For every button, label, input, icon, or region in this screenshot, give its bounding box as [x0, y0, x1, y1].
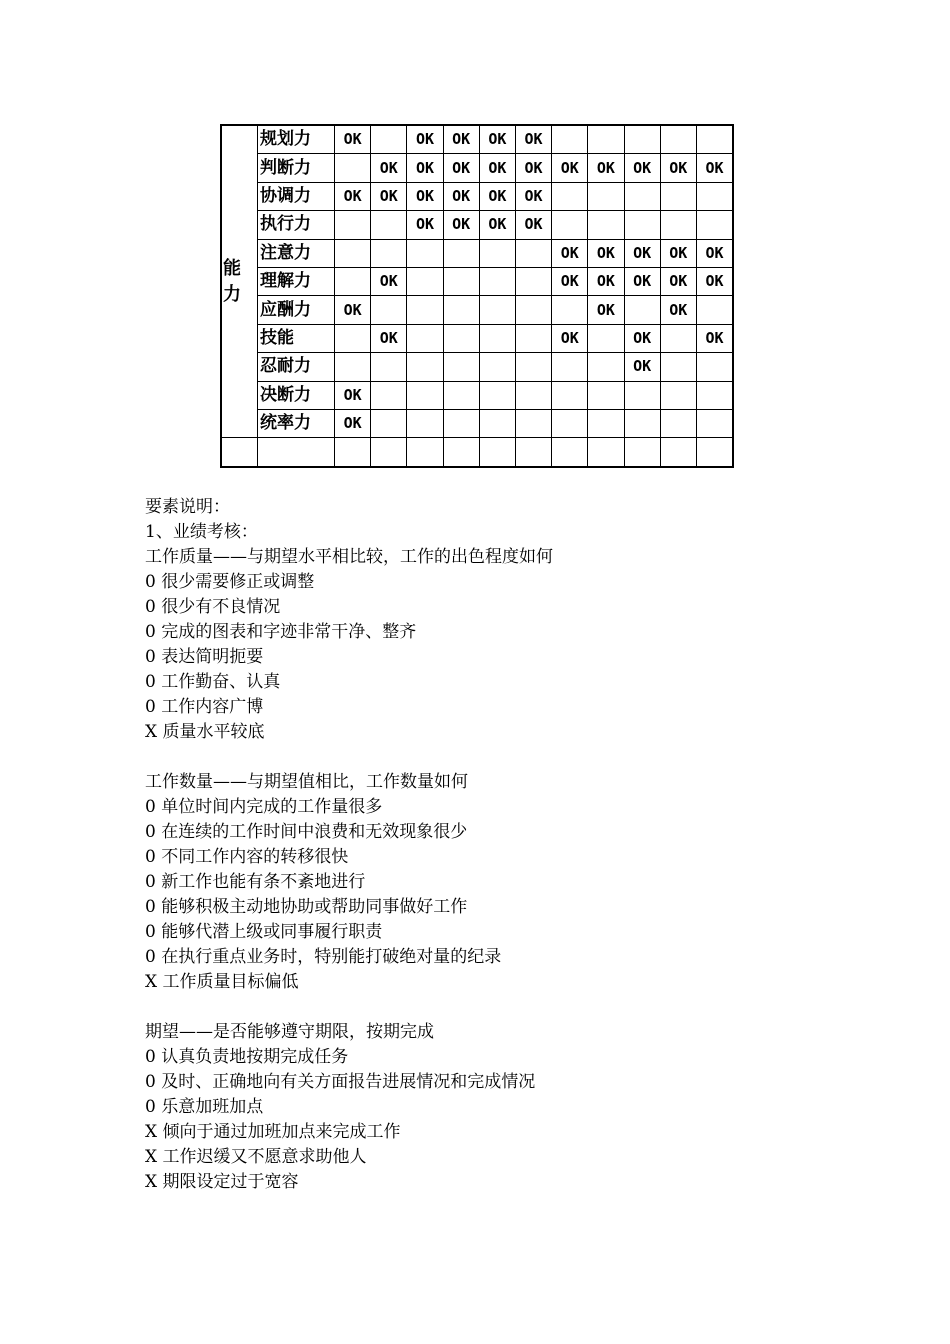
table-cell: OK [588, 267, 624, 295]
table-cell [407, 296, 443, 324]
table-cell: OK [552, 154, 588, 182]
note-line: 0 表达简明扼要 [145, 647, 264, 667]
notes-section [145, 495, 905, 1195]
table-cell [552, 211, 588, 239]
table-cell: OK [371, 324, 407, 352]
table-cell [335, 267, 371, 295]
table-cell [371, 409, 407, 437]
row-label: 应酬力 [258, 296, 335, 324]
row-label: 协调力 [258, 182, 335, 210]
table-cell: OK [660, 239, 696, 267]
note-line: 0 在执行重点业务时，特别能打破绝对量的纪录 [145, 947, 502, 967]
note-line: X 工作质量目标偏低 [145, 972, 299, 992]
note-line: 0 不同工作内容的转移很快 [145, 847, 349, 867]
table-cell [443, 296, 479, 324]
table-cell [552, 125, 588, 154]
table-row [221, 324, 733, 352]
note-line: X 期限设定过于宽容 [145, 1172, 299, 1192]
empty-cell [696, 438, 733, 467]
table-cell [588, 324, 624, 352]
table-cell [443, 381, 479, 409]
empty-cell [443, 438, 479, 467]
table-cell [371, 211, 407, 239]
note-line: 0 能够代潜上级或同事履行职责 [145, 922, 383, 942]
table-cell [479, 353, 515, 381]
table-cell [696, 125, 733, 154]
table-row [221, 182, 733, 210]
table-cell [515, 409, 551, 437]
note-line: X 工作迟缓又不愿意求助他人 [145, 1147, 367, 1167]
table-cell [515, 353, 551, 381]
table-cell: OK [515, 182, 551, 210]
ability-table [220, 124, 734, 468]
row-label: 技能 [258, 324, 335, 352]
blank-line [145, 995, 905, 1020]
table-row-empty [221, 438, 733, 467]
table-row [221, 267, 733, 295]
note-line: 1、业绩考核： [145, 522, 258, 542]
table-cell [335, 239, 371, 267]
table-cell [479, 296, 515, 324]
table-cell: OK [696, 267, 733, 295]
table-cell: OK [407, 211, 443, 239]
table-row [221, 296, 733, 324]
note-line: 0 能够积极主动地协助或帮助同事做好工作 [145, 897, 468, 917]
table-cell [335, 353, 371, 381]
table-cell [371, 296, 407, 324]
table-cell [624, 211, 660, 239]
table-cell [335, 154, 371, 182]
table-cell: OK [407, 182, 443, 210]
note-line: 0 工作内容广博 [145, 697, 264, 717]
table-cell [515, 296, 551, 324]
note-line: 0 新工作也能有条不紊地进行 [145, 872, 366, 892]
table-cell: OK [624, 154, 660, 182]
table-cell [371, 381, 407, 409]
table-cell: OK [624, 267, 660, 295]
table-cell [624, 182, 660, 210]
table-cell: OK [335, 409, 371, 437]
table-cell: OK [371, 182, 407, 210]
table-cell: OK [660, 267, 696, 295]
table-row [221, 409, 733, 437]
note-line: X 倾向于通过加班加点来完成工作 [145, 1122, 401, 1142]
row-label: 忍耐力 [258, 353, 335, 381]
table-cell: OK [335, 182, 371, 210]
table-cell: OK [624, 239, 660, 267]
table-cell: OK [552, 324, 588, 352]
empty-cell [552, 438, 588, 467]
table-cell: OK [443, 125, 479, 154]
row-label: 判断力 [258, 154, 335, 182]
table-cell [624, 409, 660, 437]
table-cell [407, 324, 443, 352]
table-cell [660, 125, 696, 154]
table-cell: OK [479, 125, 515, 154]
table-cell [479, 381, 515, 409]
table-cell: OK [443, 182, 479, 210]
table-cell [371, 239, 407, 267]
note-line: 期望——是否能够遵守期限，按期完成 [145, 1022, 434, 1042]
row-label: 统率力 [258, 409, 335, 437]
table-cell: OK [588, 239, 624, 267]
empty-cell [588, 438, 624, 467]
row-label: 规划力 [258, 125, 335, 154]
empty-cell [407, 438, 443, 467]
note-line: 要素说明： [145, 497, 230, 517]
table-cell [624, 381, 660, 409]
table-cell: OK [335, 381, 371, 409]
table-cell [696, 296, 733, 324]
table-cell [371, 353, 407, 381]
table-cell [407, 353, 443, 381]
table-cell: OK [515, 211, 551, 239]
note-line: 0 工作勤奋、认真 [145, 672, 281, 692]
table-cell [407, 267, 443, 295]
table-cell [335, 324, 371, 352]
table-cell: OK [407, 154, 443, 182]
table-cell [660, 353, 696, 381]
table-cell: OK [660, 154, 696, 182]
table-row [221, 239, 733, 267]
table-row [221, 353, 733, 381]
table-cell [660, 324, 696, 352]
table-cell: OK [479, 211, 515, 239]
table-cell: OK [479, 154, 515, 182]
table-cell [479, 267, 515, 295]
table-body [221, 125, 733, 467]
table-cell: OK [515, 125, 551, 154]
table-cell [443, 409, 479, 437]
table-cell [515, 324, 551, 352]
row-label: 理解力 [258, 267, 335, 295]
table-cell [660, 381, 696, 409]
table-cell: OK [624, 324, 660, 352]
table-cell [588, 353, 624, 381]
table-cell [479, 324, 515, 352]
table-cell [515, 267, 551, 295]
table-cell [371, 125, 407, 154]
table-cell [552, 182, 588, 210]
table-cell [443, 267, 479, 295]
note-line: 0 认真负责地按期完成任务 [145, 1047, 349, 1067]
table-cell: OK [335, 296, 371, 324]
table-cell [588, 211, 624, 239]
group-label: 能力 [221, 125, 258, 438]
table-cell [515, 239, 551, 267]
note-line: 0 乐意加班加点 [145, 1097, 264, 1117]
table-cell: OK [335, 125, 371, 154]
table-cell: OK [443, 154, 479, 182]
table-cell: OK [371, 154, 407, 182]
table-cell [407, 239, 443, 267]
row-label: 决断力 [258, 381, 335, 409]
empty-cell [479, 438, 515, 467]
table-cell: OK [443, 211, 479, 239]
table-cell [407, 409, 443, 437]
table-cell [696, 409, 733, 437]
table-cell [696, 381, 733, 409]
table-cell [696, 353, 733, 381]
table-cell [660, 182, 696, 210]
table-cell [479, 239, 515, 267]
table-cell: OK [624, 353, 660, 381]
table-cell [335, 211, 371, 239]
empty-cell [624, 438, 660, 467]
empty-cell [515, 438, 551, 467]
table-cell: OK [552, 239, 588, 267]
table-cell [407, 381, 443, 409]
table-cell [624, 296, 660, 324]
table-row [221, 154, 733, 182]
table-cell [696, 182, 733, 210]
table-cell [479, 409, 515, 437]
empty-cell [258, 438, 335, 467]
empty-cell [335, 438, 371, 467]
table-cell: OK [371, 267, 407, 295]
empty-cell [371, 438, 407, 467]
note-line: 0 很少有不良情况 [145, 597, 281, 617]
table-row [221, 211, 733, 239]
table-cell [443, 353, 479, 381]
table-cell [588, 182, 624, 210]
table-cell [588, 409, 624, 437]
table-cell: OK [660, 296, 696, 324]
table-cell [660, 211, 696, 239]
table-cell: OK [515, 154, 551, 182]
row-label: 执行力 [258, 211, 335, 239]
table-cell: OK [696, 154, 733, 182]
note-line: 0 完成的图表和字迹非常干净、整齐 [145, 622, 417, 642]
note-line: X 质量水平较底 [145, 722, 265, 742]
table-cell [443, 324, 479, 352]
table-cell: OK [588, 296, 624, 324]
table-cell [696, 211, 733, 239]
note-line: 工作数量——与期望值相比，工作数量如何 [145, 772, 468, 792]
table-cell [552, 381, 588, 409]
table-cell [588, 381, 624, 409]
note-line: 0 及时、正确地向有关方面报告进展情况和完成情况 [145, 1072, 536, 1092]
table-row [221, 381, 733, 409]
table-cell: OK [696, 324, 733, 352]
note-line: 0 单位时间内完成的工作量很多 [145, 797, 383, 817]
table-cell: OK [696, 239, 733, 267]
table-cell: OK [407, 125, 443, 154]
empty-cell [221, 438, 258, 467]
note-line: 工作质量——与期望水平相比较，工作的出色程度如何 [145, 547, 553, 567]
table-cell [552, 353, 588, 381]
row-label: 注意力 [258, 239, 335, 267]
note-line: 0 很少需要修正或调整 [145, 572, 315, 592]
table-cell: OK [552, 267, 588, 295]
empty-cell [660, 438, 696, 467]
table-cell [552, 409, 588, 437]
table-cell [515, 381, 551, 409]
table-cell [552, 296, 588, 324]
table-cell: OK [479, 182, 515, 210]
table-cell [588, 125, 624, 154]
table-cell [443, 239, 479, 267]
table-row [221, 125, 733, 154]
blank-line [145, 745, 905, 770]
table-cell [660, 409, 696, 437]
table-cell [624, 125, 660, 154]
note-line: 0 在连续的工作时间中浪费和无效现象很少 [145, 822, 468, 842]
table-cell: OK [588, 154, 624, 182]
